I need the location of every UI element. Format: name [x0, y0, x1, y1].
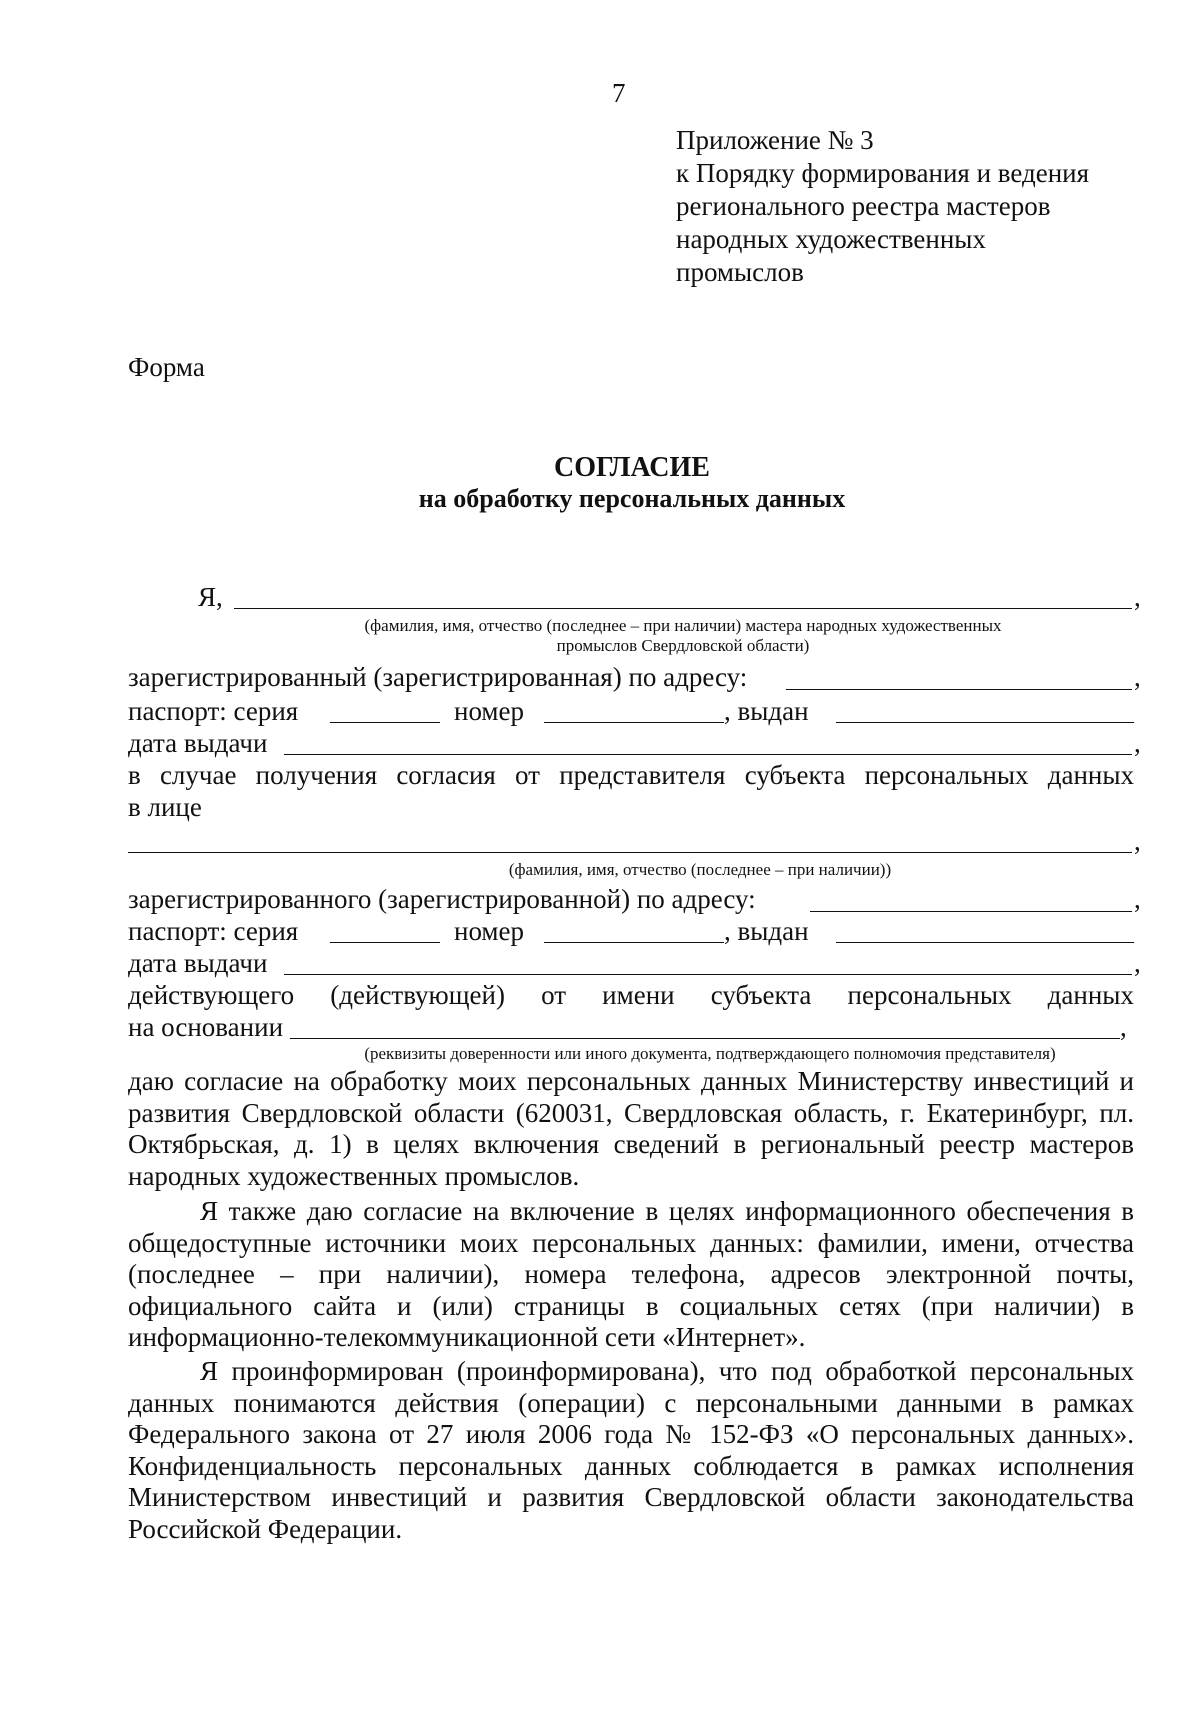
name-field-line[interactable] — [234, 608, 1132, 609]
comma: , — [1134, 884, 1141, 914]
address-field-line[interactable] — [786, 689, 1132, 690]
appendix-block — [676, 124, 1089, 289]
word: персональных — [864, 760, 1029, 790]
passport-series-label: паспорт: серия — [128, 696, 299, 726]
appendix-line: промыслов — [676, 257, 804, 287]
appendix-line: народных художественных — [676, 224, 986, 254]
form-label: Форма — [128, 352, 205, 382]
name-hint — [234, 616, 1132, 656]
comma: , — [1134, 728, 1141, 758]
name-hint-line: (фамилия, имя, отчество (последнее – при наличии) мастера народных художественных — [364, 616, 1002, 635]
acting-line — [128, 980, 1134, 1011]
passport-issued-line[interactable] — [836, 722, 1134, 723]
rep-passport-number-line[interactable] — [544, 942, 724, 943]
comma: , — [1134, 582, 1141, 612]
word: данных — [1047, 760, 1134, 790]
in-person-label: в лице — [128, 792, 202, 822]
rep-passport-number-label: номер — [454, 916, 525, 946]
public-sources-paragraph: Я также даю согласие на включение в целях информационного обеспечения в общедоступные источники моих персональных данных: фамилии, имени, отчества (последнее – при наличии), номера телефона, адресов электронной почты, официального сайта и (или) страницы в социальных сетях (при наличии) в информационно-телекоммуникационной сети «Интернет». — [128, 1196, 1134, 1353]
word: от — [515, 760, 540, 790]
document-subtitle: на обработку персональных данных — [418, 484, 846, 513]
rep-address-line[interactable] — [810, 911, 1132, 912]
word: от — [541, 980, 567, 1010]
word: имени — [602, 980, 675, 1010]
page-number: 7 — [612, 78, 626, 108]
registered-label: зарегистрированный (зарегистрированная) по адресу: — [128, 662, 748, 692]
basis-hint: (реквизиты доверенности или иного документа, подтверждающего полномочия представителя) — [364, 1044, 1056, 1063]
word: в — [128, 760, 141, 790]
name-hint-line: промыслов Свердловской области) — [556, 636, 810, 655]
word: действующего — [128, 980, 295, 1010]
basis-line[interactable] — [290, 1038, 1120, 1039]
rep-issue-date-line[interactable] — [284, 974, 1132, 975]
information-paragraph: Я проинформирован (проинформирована), что под обработкой персональных данных понимаются действия (операции) с персональными данными в рамках Федерального закона от 27 июля 2006 года № 152-ФЗ «О персональных данных». Конфиденциальность персональных данных соблюдается в рамках исполнения Министерством инвестиций и развития Свердловской области законодательства Российской Федерации. — [128, 1356, 1134, 1544]
comma: , — [1134, 662, 1141, 692]
comma: , — [1120, 1012, 1127, 1042]
issue-date-line[interactable] — [284, 754, 1132, 755]
comma: , — [1134, 826, 1141, 856]
rep-registered-label: зарегистрированного (зарегистрированной) по адресу: — [128, 884, 756, 914]
word: получения — [255, 760, 378, 790]
word: данных — [1047, 980, 1134, 1010]
representative-name-line[interactable] — [128, 852, 1132, 853]
passport-series-line[interactable] — [330, 722, 440, 723]
word: представителя — [559, 760, 726, 790]
appendix-line: к Порядку формирования и ведения — [676, 158, 1090, 188]
consent-paragraph: даю согласие на обработку моих персональных данных Министерству инвестиций и развития Свердловской области (620031, Свердловская область, г. Екатеринбург, пл. Октябрьская, д. 1) в целях включения сведений в региональный реестр мастеров народных художественных промыслов. — [128, 1066, 1134, 1191]
i-label: Я, — [198, 582, 223, 612]
appendix-line: Приложение № 3 — [676, 125, 874, 155]
passport-issued-label: , выдан — [724, 696, 809, 726]
rep-passport-issued-label: , выдан — [724, 916, 809, 946]
rep-issue-date-label: дата выдачи — [128, 948, 268, 978]
word: (действующей) — [330, 980, 505, 1010]
rep-passport-series-label: паспорт: серия — [128, 916, 299, 946]
comma: , — [1134, 948, 1141, 978]
appendix-line: регионального реестра мастеров — [676, 191, 1051, 221]
word: субъекта — [710, 980, 812, 1010]
passport-number-line[interactable] — [544, 722, 724, 723]
document-title: СОГЛАСИЕ — [554, 452, 710, 483]
rep-passport-series-line[interactable] — [330, 942, 440, 943]
word: персональных — [847, 980, 1012, 1010]
basis-label: на основании — [128, 1012, 284, 1042]
representative-name-hint: (фамилия, имя, отчество (последнее – при наличии)) — [508, 860, 892, 879]
word: согласия — [396, 760, 496, 790]
rep-passport-issued-line[interactable] — [836, 942, 1134, 943]
representative-intro — [128, 760, 1134, 791]
passport-number-label: номер — [454, 696, 525, 726]
word: случае — [159, 760, 237, 790]
word: субъекта — [744, 760, 846, 790]
issue-date-label: дата выдачи — [128, 728, 268, 758]
